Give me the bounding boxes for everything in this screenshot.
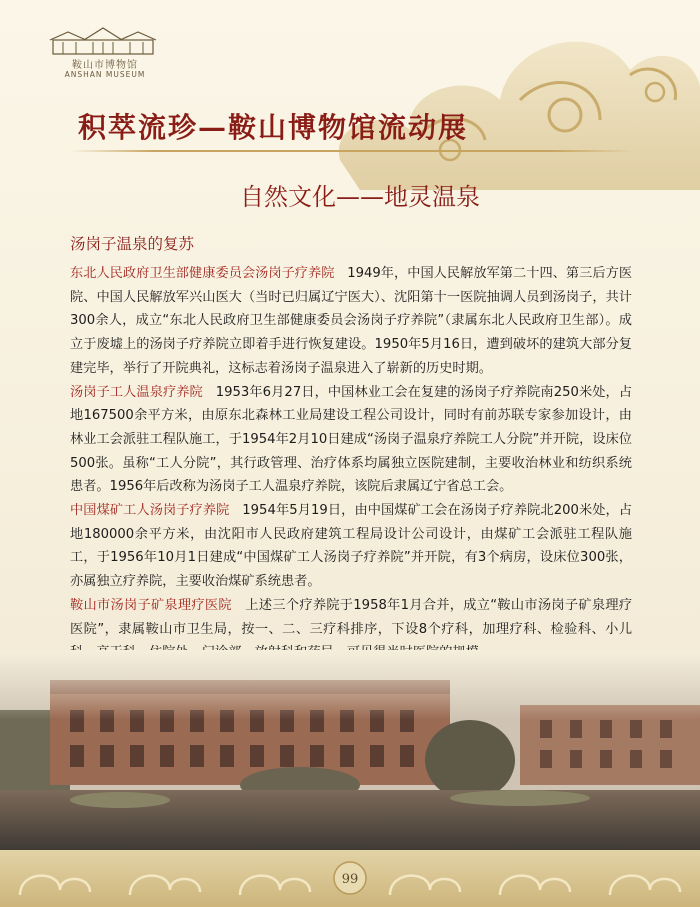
paragraph [70, 499, 632, 594]
title-divider [70, 150, 635, 152]
section-heading: 汤岗子温泉的复苏 [70, 235, 195, 253]
paragraph-lead: 中国煤矿工人汤岗子疗养院 [70, 503, 230, 519]
paragraph-lead: 东北人民政府卫生部健康委员会汤岗子疗养院 [70, 266, 335, 281]
paragraph-text: 1949年，中国人民解放军第二十四、第三后方医院、中国人民解放军兴山医大（当时已归属辽宁医大）、沈阳第十一医院抽调人员到汤岗子，共计300余人，成立“东北人民政府卫生部健康委员会汤岗子疗养院”（隶属东北人民政府卫生部）。成立于废墟上的汤岗子疗养院立即着手进行恢复建设。1950年5月16日，遭到破坏的建筑大部分复建完毕，举行了开院典礼，这标志着汤岗子温泉进入了崭新的历史时期。 [70, 266, 633, 376]
logo-name-cn: 鞍山市博物馆 [72, 60, 138, 71]
logo-name-en: ANSHAN MUSEUM [64, 70, 146, 79]
section-title: 自然文化——地灵温泉 [240, 183, 480, 211]
paragraph-lead: 汤岗子工人温泉疗养院 [70, 384, 203, 400]
museum-building-icon [48, 26, 158, 56]
paragraph [70, 262, 632, 381]
paragraph-text: 上述三个疗养院于1958年1月合并，成立“鞍山市汤岗子矿泉理疗医院”，隶属鞍山市卫生局，按一、二、三疗科排序，下设8个疗科，加理疗科、检验科、小儿 [70, 597, 633, 637]
page-number: 99 [341, 872, 359, 887]
museum-logo [40, 26, 170, 84]
paragraph [70, 381, 632, 500]
sanatorium-photo [0, 650, 700, 850]
page-title: 积萃流珍—鞍山博物馆流动展 [78, 111, 469, 144]
article-body [70, 262, 632, 665]
paragraph-text: 1954年5月19日，由中国煤矿工会在汤岗子疗养院北200米处，占地180000余平方米，由沈阳市人民政府建筑工程局设计公司设计，由煤矿工会派驻工程队施工，于1956年10月1日建成“中国煤矿工人汤岗子疗养院”并开院，有3个病房，设床位300张，亦属独立疗养院，主要收治煤矿系统患者。 [70, 503, 633, 590]
paragraph-text: 1953年6月27日，中国林业工会在复建的汤岗子疗养院南250米处，占地167500余平方米，由原东北森林工业局建设工程公司设计，同时有前苏联专家参加设计，由林业工会派驻工程队施工，于1954年2月10日建成“汤岗子温泉疗养院工人分院”并开院，设床位500张。虽称“工人分院”，其行政管理、治疗体系均属独立医院建制，主要收治林业和纺织系统患者。1956年后改称为汤岗子工人温泉疗养院，该院后隶属辽宁省总工会。 [70, 384, 633, 495]
auspicious-cloud-ornament [300, 0, 700, 190]
paragraph-lead: 鞍山市汤岗子矿泉理疗医院 [70, 597, 232, 613]
